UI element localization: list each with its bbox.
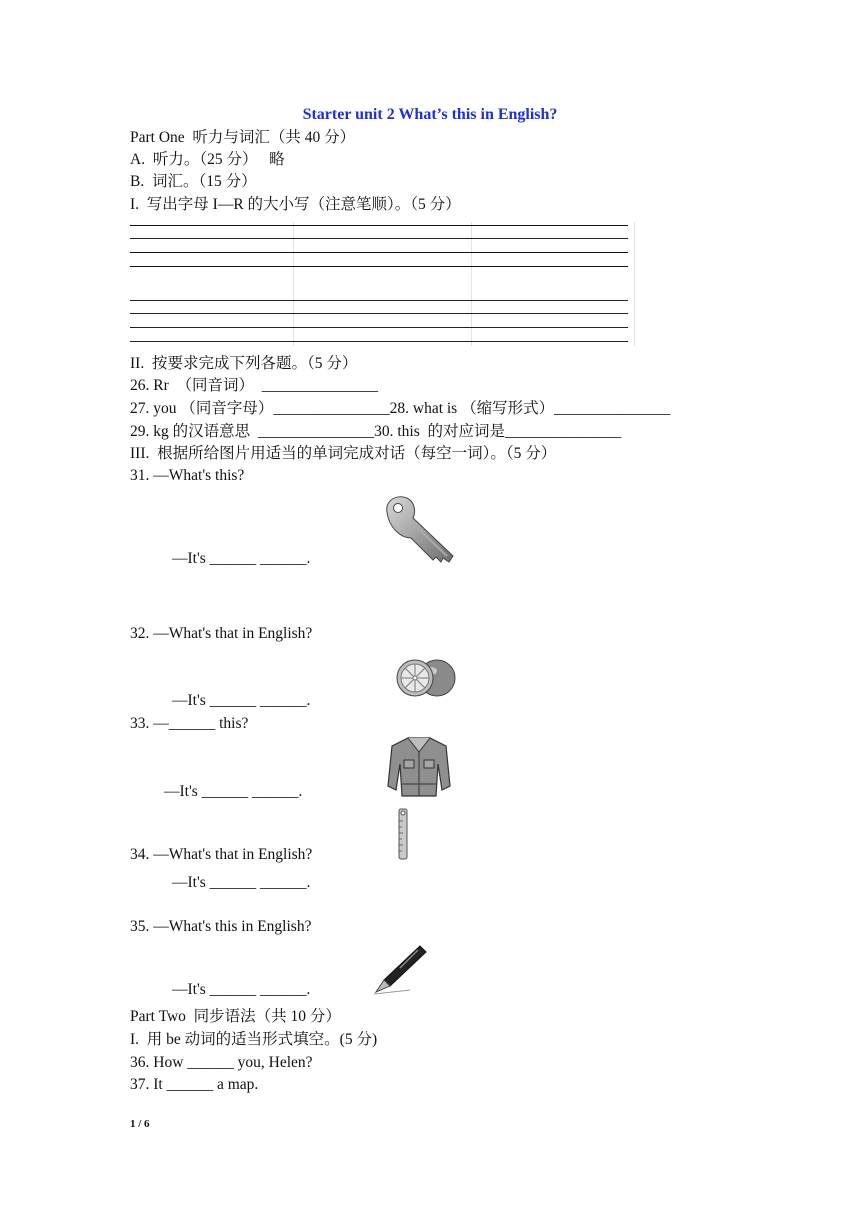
exercise-ii-heading: II. 按要求完成下列各题。（5 分） (130, 355, 358, 372)
part-two-exercise-i: I. 用 be 动词的适当形式填空。(5 分) (130, 1031, 378, 1048)
question-34-answer: —It's ______ ______. (172, 874, 311, 891)
pen-picture (370, 942, 430, 998)
question-35: 35. —What's this in English? (130, 918, 312, 935)
part-two-heading: Part Two 同步语法（共 10 分） (130, 1008, 341, 1025)
question-27-28: 27. you （同音字母）_______________28. what is （缩写形式）_______________ (130, 400, 671, 417)
question-32: 32. —What's that in English? (130, 625, 313, 642)
question-31: 31. —What's this? (130, 467, 245, 484)
question-29-30: 29. kg 的汉语意思 _______________30. this 的对应词是_______________ (130, 423, 622, 440)
exercise-iii-heading: III. 根据所给图片用适当的单词完成对话（每空一词）。（5 分） (130, 445, 557, 462)
question-31-answer: —It's ______ ______. (172, 550, 311, 567)
exercise-i-heading: I. 写出字母 I—R 的大小写（注意笔顺）。（5 分） (130, 196, 461, 213)
question-36: 36. How ______ you, Helen? (130, 1054, 313, 1071)
page-number: 1 / 6 (130, 1118, 150, 1130)
ruler-picture (396, 807, 410, 861)
question-35-answer: —It's ______ ______. (172, 981, 311, 998)
question-33-answer: —It's ______ ______. (164, 783, 303, 800)
section-a: A. 听力。（25 分） 略 (130, 151, 285, 168)
question-26: 26. Rr （同音词） _______________ (130, 377, 379, 394)
orange-picture (395, 657, 459, 699)
key-picture (383, 494, 461, 566)
section-b: B. 词汇。（15 分） (130, 173, 257, 190)
question-33: 33. —______ this? (130, 715, 249, 732)
jacket-picture (386, 734, 452, 800)
question-32-answer: —It's ______ ______. (172, 692, 311, 709)
part-one-heading: Part One 听力与词汇（共 40 分） (130, 129, 356, 146)
question-34: 34. —What's that in English? (130, 846, 313, 863)
question-37: 37. It ______ a map. (130, 1076, 259, 1093)
page-title: Starter unit 2 What’s this in English? (302, 106, 558, 123)
